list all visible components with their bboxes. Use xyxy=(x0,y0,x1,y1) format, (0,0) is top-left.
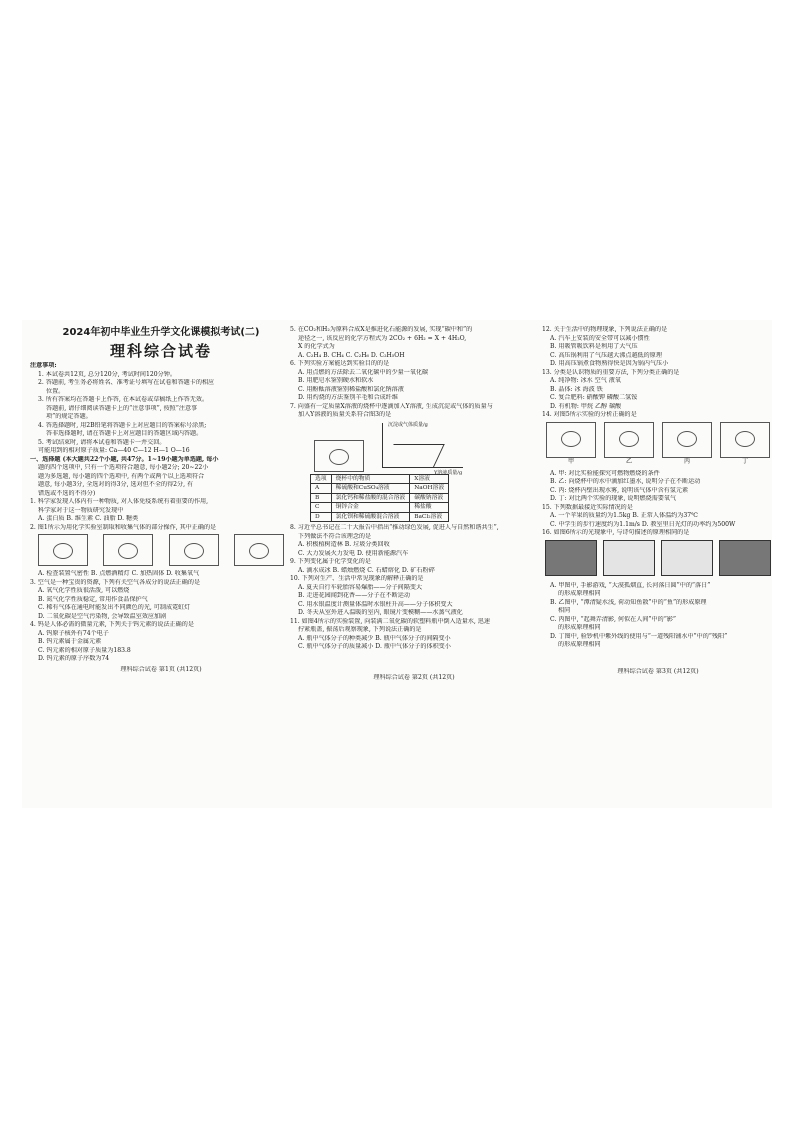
question-5: 5. 在CO₂和H₂为原料合成X是推进化石能源的发展, 实现“碳中和”的 xyxy=(290,326,473,333)
text-line: C. 用水银温度计测量体温时水银柱升高——分子体积变大 xyxy=(298,600,453,608)
table-row xyxy=(311,503,449,513)
table-cell: 铜锌合金 xyxy=(331,503,410,513)
text-line: 途径之一, 该反应的化学方程式为 2CO₂ + 6H₂ = X + 4H₂O, xyxy=(298,334,467,342)
text-line: D. 有机物: 甲烷 乙醇 碳酸 xyxy=(550,402,622,410)
text-line: B. 用吸管吸饮料是利用了大气压 xyxy=(550,343,638,350)
photo-figure xyxy=(719,540,771,576)
text-line: A. 夏天自行车轮胎容易爆胎——分子间隔变大 xyxy=(298,583,423,591)
text-line: C. 钨元素的相对原子质量为183.8 xyxy=(38,646,131,654)
text-line: B. 用肥皂水鉴别硬水和软水 xyxy=(298,377,374,384)
graph-ylabel: 沉淀或气体质量/g xyxy=(388,422,428,428)
text-line: C. 大力发展火力发电 D. 使用新能源汽车 xyxy=(298,549,409,557)
text-line: B. 走进花园闻到花香——分子在不断运动 xyxy=(298,592,410,599)
graph-figure xyxy=(364,422,463,476)
apparatus-figure xyxy=(720,422,770,458)
table-header: 烧杯中的物质 xyxy=(331,474,410,484)
text-line: 拧紧瓶盖, 振荡后观察现象, 下列说法正确的是 xyxy=(298,626,422,633)
text-line: C. 用酚酞溶液鉴别稀盐酸和氯化钠溶液 xyxy=(298,385,404,393)
question-9: 9. 下列变化属于化学变化的是 xyxy=(290,558,371,565)
figure-6-row xyxy=(542,540,774,580)
text-line: A. 钨原子核外有74个电子 xyxy=(38,629,109,637)
text-line: C. 稀有气体在通电时能发出不同颜色的光, 可制成霓虹灯 xyxy=(38,604,191,611)
figure-label: 丁 xyxy=(741,457,749,465)
text-line: C. 丙: 烧杯内壁出现水雾, 说明该气体中含有氢元素 xyxy=(550,486,689,494)
figure-panel xyxy=(546,422,596,468)
text-line: 相同 xyxy=(558,607,571,614)
text-line: 2. 答题前, 考生务必将姓名、准考证号填写在试卷和答题卡的相应 xyxy=(38,379,215,386)
text-line: A. 汽车上安装的安全带可以减小惯性 xyxy=(550,334,650,342)
table-header: 选项 xyxy=(311,474,332,484)
question-1-options: A. 蛋白质 B. 维生素 C. 油脂 D. 糖类 xyxy=(38,515,139,522)
apparatus-figure xyxy=(546,422,596,458)
text-line: A. 积极植树造林 B. 垃圾分类回收 xyxy=(298,541,390,548)
table-cell: D xyxy=(311,512,332,522)
question-7: 7. 向盛有一定质量X溶液的烧杯中逐滴加入Y溶液, 生成沉淀或气体的质量与 xyxy=(290,402,493,410)
text-line: 的形成原理相同 xyxy=(558,590,601,597)
text-line: B. 乙: 向烧杯中的水中滴加红墨水, 说明分子在不断运动 xyxy=(550,478,701,485)
lab-apparatus-figure xyxy=(234,534,284,566)
question-2: 2. 图1所示为用化学实验室制取和收集气体的部分操作, 其中正确的是 xyxy=(30,523,217,531)
question-2-options: A. 检查装置气密性 B. 点燃酒精灯 C. 加热固体 D. 收集氧气 xyxy=(38,570,200,577)
text-line: 加入Y溶液的质量关系符合图3的是 xyxy=(298,411,392,418)
text-line: 题为多选题, 每小题的四个选项中, 有两个或两个以上选项符合 xyxy=(38,472,205,480)
page-footer: 理科综合试卷 第2页 (共12页) xyxy=(373,673,455,681)
figure-panel xyxy=(720,422,770,468)
page-footer: 理科综合试卷 第3页 (共12页) xyxy=(617,667,699,675)
question-12: 12. 关于生活中的物理现象, 下列说法正确的是 xyxy=(542,326,668,333)
exam-subject: 理科综合试卷 xyxy=(109,342,212,360)
section-heading: 一、选择题 (本大题共22个小题, 共47分。1~19小题为单选题, 每小 xyxy=(30,455,219,463)
text-line: 4. 答选择题时, 用2B铅笔将答题卡上对应题目的答案标号涂黑; xyxy=(38,421,207,429)
text-line: D. 丁图中, 验钞机中紫外线的使用与“一道残阳铺水中”中的“残阳” xyxy=(550,632,728,640)
table-cell: 氯化钙和稀盐酸的混合溶液 xyxy=(331,493,410,503)
exam-sheet xyxy=(22,320,772,808)
table-cell: A xyxy=(311,484,332,494)
text-line: C. 中学生的步行速度约为1.1m/s D. 教室里日光灯的功率约为500W xyxy=(550,520,736,528)
text-line: A. 甲: 对比实验能探究可燃物燃烧的条件 xyxy=(550,469,660,477)
text-line: 的形成原理相同 xyxy=(558,624,601,631)
text-line: 位置。 xyxy=(46,387,65,395)
page-footer: 理科综合试卷 第1页 (共12页) xyxy=(120,665,202,673)
text-line: X 的化学式为 xyxy=(298,343,335,350)
text-line: C. 高压锅利用了气压越大沸点越低的原理 xyxy=(550,351,662,359)
question-14: 14. 对图5所示实验的分析正确的是 xyxy=(542,411,637,418)
graph-axes xyxy=(382,423,463,468)
beaker-figure xyxy=(314,440,364,472)
table-row xyxy=(311,512,449,522)
table-cell: 氯化钡和稀硫酸混合溶液 xyxy=(331,512,410,522)
text-line: 错选或不选的不得分) xyxy=(38,489,96,497)
text-line: 题意, 每小题3分, 全选对的得3分, 选对但不全的得2分, 有 xyxy=(38,481,194,488)
table-cell: B xyxy=(311,493,332,503)
text-line: A. 瓶中气体分子的种类减少 B. 瓶中气体分子的间隔变小 xyxy=(298,634,451,642)
text-line: 题的四个选项中, 只有一个选项符合题意, 每小题2分; 20~22小 xyxy=(38,464,209,471)
apparatus-figure xyxy=(662,422,712,458)
text-line: B. 晶体: 冰 海波 铁 xyxy=(550,385,603,393)
table-cell: BaCl₂溶液 xyxy=(410,512,449,522)
text-line: 项”的规定答题。 xyxy=(46,413,92,420)
question-8: 8. 习近平总书记在二十大报告中指出“推动绿色发展, 促进人与自然和谐共生”, xyxy=(290,524,499,531)
photo-figure xyxy=(545,540,597,576)
figure-1-row xyxy=(30,534,292,568)
options-table xyxy=(310,474,449,523)
figure-panel xyxy=(662,422,712,468)
table-header-row xyxy=(311,474,449,484)
question-10: 10. 下列对生产、生活中常见现象的解释正确的是 xyxy=(290,575,424,582)
text-line: 注意事项: xyxy=(30,362,57,369)
text-line: 答题前, 请仔细阅读答题卡上的“注意事项”, 按照“注意事 xyxy=(46,404,198,412)
text-line: 科学家对于这一物质研究发现中 xyxy=(38,506,124,514)
text-line: B. 钨元素属于金属元素 xyxy=(38,638,102,645)
text-line: C. 瓶中气体分子的质量减小 D. 瓶中气体分子的体积变小 xyxy=(298,643,451,650)
photo-figure xyxy=(661,540,713,576)
question-6: 6. 下列实验方案能达到实验目的的是 xyxy=(290,360,390,367)
figure-3-row xyxy=(290,422,538,476)
table-cell: 碳酸钠溶液 xyxy=(410,493,449,503)
table-cell: C xyxy=(311,503,332,513)
text-line: A. 一个苹果的质量约为1.5kg B. 正常人体温约为37℃ xyxy=(550,512,698,519)
text-line: A. 用点燃的方法除去二氧化碳中的少量一氧化碳 xyxy=(298,368,429,376)
text-line: 下列做法不符合该理念的是 xyxy=(298,532,372,540)
text-line: 5. 考试结束时, 请将本试卷和答题卡一并交回。 xyxy=(38,438,166,446)
figure-label: 乙 xyxy=(625,457,633,465)
photo-figure xyxy=(603,540,655,576)
figure-label: 甲 xyxy=(567,457,575,465)
exam-title: 2024年初中毕业生升学文化课模拟考试(二) xyxy=(62,327,260,338)
lab-apparatus-figure xyxy=(169,534,219,566)
table-row xyxy=(311,484,449,494)
text-line: C. 复合肥料: 硝酸钾 磷酸二氢铵 xyxy=(550,394,638,401)
text-line: A. 氧气化学性质很活泼, 可以燃烧 xyxy=(38,587,130,594)
lab-apparatus-figure xyxy=(103,534,153,566)
question-16: 16. 如图6所示的光现象中, 与诗句描述的原理相同的是 xyxy=(542,529,690,536)
text-line: 可能用到的相对原子质量: Ca—40 C—12 H—1 O—16 xyxy=(38,447,190,454)
table-cell: NaOH溶液 xyxy=(410,484,449,494)
apparatus-figure xyxy=(604,422,654,458)
text-line: D. 二氧化碳是空气污染物, 会导致温室效应加剧 xyxy=(38,612,167,620)
text-line: D. 用灼烧的方法鉴别羊毛和合成纤维 xyxy=(298,394,398,401)
question-5-options: A. C₂H₄ B. CH₄ C. C₂H₆ D. C₂H₅OH xyxy=(298,351,405,359)
table-row xyxy=(311,493,449,503)
figure-label: 丙 xyxy=(683,457,691,465)
text-line: D. 丁: 对比两个实验的现象, 说明燃烧需要氧气 xyxy=(550,495,677,502)
page-column-3 xyxy=(542,326,774,802)
table-cell: 稀盐酸 xyxy=(410,503,449,513)
text-line: 3. 所有答案均在答题卡上作答, 在本试卷或草稿纸上作答无效。 xyxy=(38,396,209,403)
text-line: 1. 本试卷共12页, 总分120分, 考试时间120分钟。 xyxy=(38,370,176,378)
page-column-2 xyxy=(290,326,538,802)
question-1: 1. 科学家发现人体内有一种物质, 对人体免疫系统有着重要的作用, xyxy=(30,498,209,505)
question-9-options: A. 滴水成冰 B. 蜡烛燃烧 C. 石蜡熔化 D. 矿石粉碎 xyxy=(298,566,435,574)
text-line: 的形成原理相同 xyxy=(558,641,601,648)
lab-apparatus-figure xyxy=(38,534,88,566)
table-header: X溶液 xyxy=(410,474,449,484)
text-line: D. 钨元素的原子序数为74 xyxy=(38,655,110,662)
question-11: 11. 如图4所示的实验装置, 向装满二氧化碳的软塑料瓶中倒入适量水, 迅速 xyxy=(290,617,490,625)
figure-panel xyxy=(604,422,654,468)
table-cell: 稀硫酸和CuSO₄溶液 xyxy=(331,484,410,494)
text-line: D. 冬天从室外进入温暖的室内, 眼镜片变模糊——水蒸气液化 xyxy=(298,609,463,616)
text-line: B. 乙图中, “潭清疑水浅, 荷动知鱼散”中的“鱼”的形成原理 xyxy=(550,598,707,606)
question-13: 13. 分类是认识物质的重要方法, 下列分类正确的是 xyxy=(542,368,680,376)
text-line: A. 甲图中, 手影游戏, “大漠孤烟直, 长河落日圆”中的“落日” xyxy=(550,581,711,589)
page-column-1 xyxy=(30,326,292,802)
question-15: 15. 下列数据最接近实际情况的是 xyxy=(542,503,633,511)
question-4: 4. 钨是人体必需的微量元素, 下列关于钨元素的说法正确的是 xyxy=(30,621,194,628)
graph-xlabel: Y溶液质量/g xyxy=(434,470,463,476)
text-line: A. 纯净物: 冰水 空气 液氧 xyxy=(550,377,621,384)
text-line: D. 用高压锅煮食物熟得快是因为锅内气压小 xyxy=(550,360,669,367)
question-3: 3. 空气是一种宝贵的资源, 下列有关空气各成分的说法正确的是 xyxy=(30,578,201,586)
figure-5-row xyxy=(542,422,774,468)
text-line: C. 丙图中, “起舞弄清影, 何似在人间”中的“影” xyxy=(550,615,677,623)
text-line: 答非选择题时, 请在答题卡上对应题目的答题区域内答题。 xyxy=(46,430,203,437)
text-line: B. 氮气化学性质稳定, 常用作食品保护气 xyxy=(38,595,148,603)
